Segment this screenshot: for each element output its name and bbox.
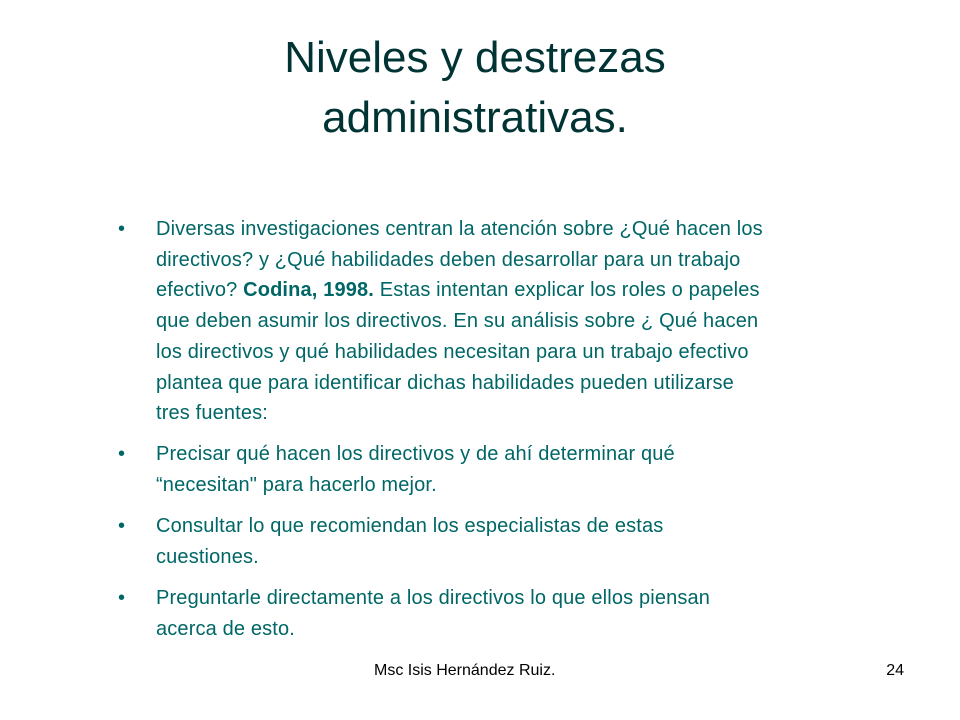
bullet-item-2 bbox=[114, 439, 924, 500]
bullet-marker: • bbox=[118, 218, 126, 240]
bullet-2-line-1: Precisar qué hacen los directivos y de ahí determinar qué bbox=[156, 443, 675, 466]
citation: Codina, 1998. bbox=[243, 279, 374, 302]
bullet-4-line-2: acerca de esto. bbox=[156, 617, 295, 640]
bullet-text-1 bbox=[156, 214, 924, 429]
bullet-3-line-1: Consultar lo que recomiendan los especialistas de estas bbox=[156, 515, 664, 538]
slide-title bbox=[150, 28, 800, 148]
bullet-1-line-5: los directivos y qué habilidades necesitan para un trabajo efectivo bbox=[156, 340, 749, 363]
bullet-item-3 bbox=[114, 511, 924, 572]
bullet-list bbox=[114, 214, 924, 655]
bullet-3-line-2: cuestiones. bbox=[156, 546, 259, 569]
bullet-2-line-2: “necesitan" para hacerlo mejor. bbox=[156, 474, 437, 497]
slide-title-line-1: Niveles y destrezas bbox=[284, 33, 666, 82]
bullet-text-4 bbox=[156, 583, 924, 644]
bullet-1-line-2: directivos? y ¿Qué habilidades deben desarrollar para un trabajo bbox=[156, 248, 741, 271]
bullet-1-line-3-start: efectivo? bbox=[156, 279, 244, 302]
bullet-text-2 bbox=[156, 439, 924, 500]
bullet-marker: • bbox=[118, 443, 126, 466]
bullet-1-line-6: plantea que para identificar dichas habilidades pueden utilizarse bbox=[156, 371, 734, 394]
bullet-1-line-7: tres fuentes: bbox=[156, 402, 269, 425]
slide-number: 24 bbox=[886, 662, 904, 679]
bullet-item-4 bbox=[114, 583, 924, 644]
bullet-marker: • bbox=[118, 515, 126, 538]
bullet-item-1 bbox=[114, 214, 924, 429]
bullet-1-line-4: que deben asumir los directivos. En su análisis sobre ¿ Qué hacen bbox=[156, 310, 759, 333]
bullet-text-3 bbox=[156, 511, 924, 572]
footer-author: Msc Isis Hernández Ruiz. bbox=[374, 662, 556, 679]
bullet-marker: • bbox=[118, 587, 126, 610]
slide-title-line-2: administrativas. bbox=[322, 93, 628, 142]
bullet-4-line-1: Preguntarle directamente a los directivos lo que ellos piensan bbox=[156, 587, 711, 610]
bullet-1-line-3-end: Estas intentan explicar los roles o papeles bbox=[374, 279, 760, 302]
bullet-1-line-1: Diversas investigaciones centran la atención sobre ¿Qué hacen los bbox=[156, 218, 763, 240]
